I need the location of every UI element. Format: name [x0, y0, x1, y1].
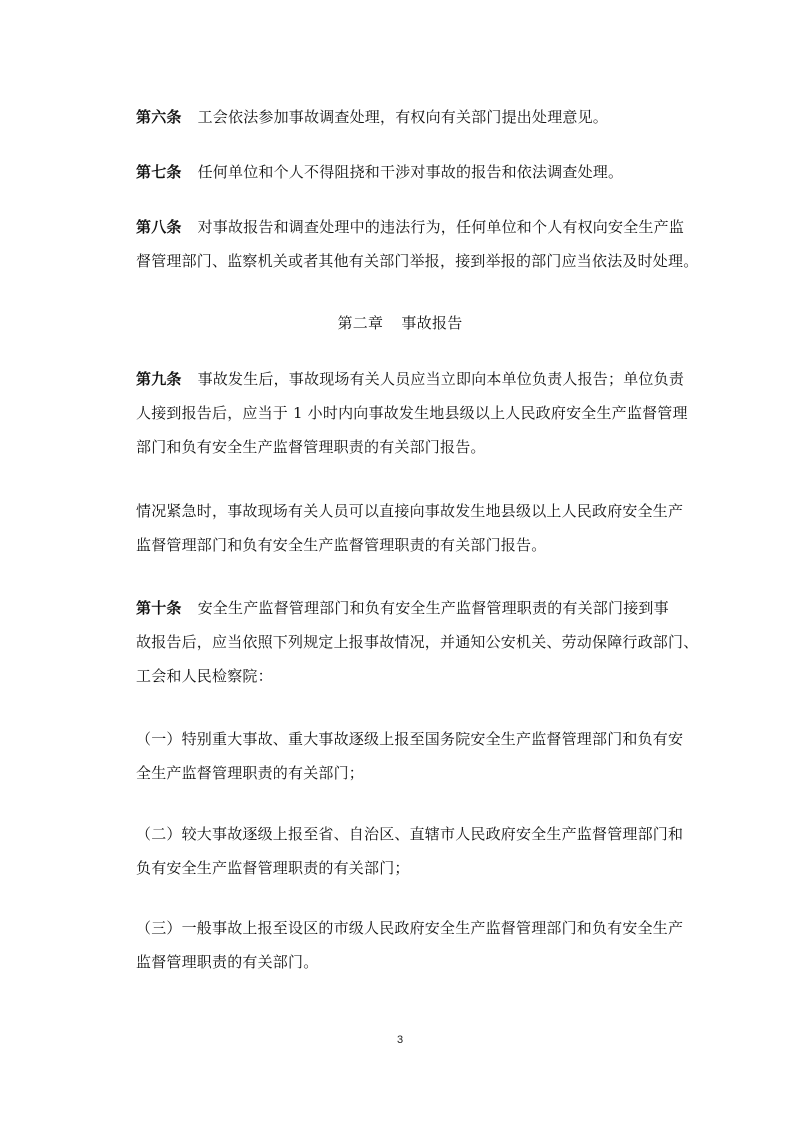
article-6-line-1: [136, 100, 676, 134]
chapter-number: 第二章: [337, 314, 384, 332]
article-9-line-3: 部门和负有安全生产监督管理职责的有关部门报告。: [136, 438, 486, 456]
article-7-text: 任何单位和个人不得阻挠和干涉对事故的报告和依法调查处理。: [197, 163, 624, 181]
article-10-text-1: 安全生产监督管理部门和负有安全生产监督管理职责的有关部门接到事: [197, 599, 669, 617]
article-10-line-3: 工会和人民检察院：: [136, 667, 273, 685]
article-7-line-1: [136, 155, 676, 189]
article-6-text: 工会依法参加事故调查处理，有权向有关部门提出处理意见。: [197, 108, 609, 126]
article-8-label: 第八条: [136, 218, 182, 236]
emergency-line-1: 情况紧急时，事故现场有关人员可以直接向事故发生地县级以上人民政府安全生产: [136, 502, 684, 520]
page-number: 3: [396, 1034, 404, 1046]
article-10-line-1: [136, 591, 676, 625]
article-6-label: 第六条: [136, 108, 182, 126]
list-item-3: [136, 911, 684, 979]
article-10: [136, 591, 699, 693]
emergency-line-2: 监督管理部门和负有安全生产监督管理职责的有关部门报告。: [136, 536, 547, 554]
article-10-line-2: 故报告后，应当依照下列规定上报事故情况，并通知公安机关、劳动保障行政部门、: [136, 633, 699, 651]
article-9-line-1: [136, 362, 685, 396]
emergency-paragraph: [136, 494, 684, 562]
article-8: [136, 210, 699, 278]
article-7-label: 第七条: [136, 163, 182, 181]
item-3-line-1: （三）一般事故上报至设区的市级人民政府安全生产监督管理部门和负有安全生产: [136, 919, 684, 937]
article-9-text-1: 事故发生后，事故现场有关人员应当立即向本单位负责人报告；单位负责: [197, 370, 685, 388]
item-3-line-2: 监督管理职责的有关部门。: [136, 953, 319, 971]
chapter-heading: [0, 306, 800, 340]
article-10-label: 第十条: [136, 599, 182, 617]
article-6: [136, 100, 676, 134]
list-item-2: [136, 817, 684, 885]
article-7: [136, 155, 676, 189]
item-1-line-1: （一）特别重大事故、重大事故逐级上报至国务院安全生产监督管理部门和负有安: [136, 730, 684, 748]
article-8-text-1: 对事故报告和调查处理中的违法行为，任何单位和个人有权向安全生产监: [197, 218, 685, 236]
chapter-title: 事故报告: [401, 314, 463, 332]
list-item-1: [136, 722, 684, 790]
article-9-line-2: 人接到报告后，应当于 1 小时内向事故发生地县级以上人民政府安全生产监督管理: [136, 404, 688, 422]
item-1-line-2: 全生产监督管理职责的有关部门；: [136, 764, 365, 782]
item-2-line-1: （二）较大事故逐级上报至省、自治区、直辖市人民政府安全生产监督管理部门和: [136, 825, 684, 843]
article-9: [136, 362, 688, 464]
article-8-line-1: [136, 210, 685, 244]
article-9-label: 第九条: [136, 370, 182, 388]
article-8-line-2: 督管理部门、监察机关或者其他有关部门举报，接到举报的部门应当依法及时处理。: [136, 252, 699, 270]
item-2-line-2: 负有安全生产监督管理职责的有关部门；: [136, 859, 410, 877]
